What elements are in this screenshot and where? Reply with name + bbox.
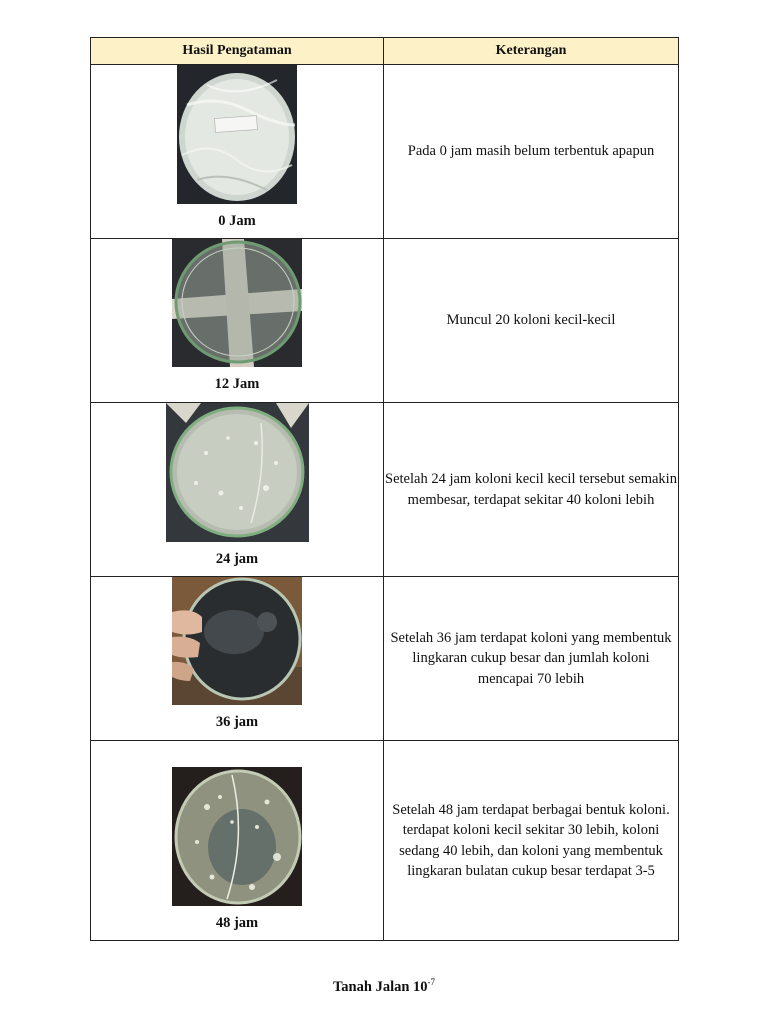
note-cell: Setelah 48 jam terdapat berbagai bentuk koloni. terdapat koloni kecil sekitar 30 lebih, koloni sedang 40 lebih, dan koloni yang membentuk lingkaran bulatan cukup besar terdapat 3-5 [384,741,679,941]
table-row [91,239,679,403]
petri-dish-in-hand-photo [172,577,302,705]
petri-dish-photo [172,239,302,367]
time-label: 36 jam [215,714,259,730]
photo-cell [91,239,384,403]
note-cell: Setelah 24 jam koloni kecil kecil tersebut semakin membesar, terdapat sekitar 40 koloni lebih [384,403,679,577]
photo-cell [91,577,384,741]
note-cell: Setelah 36 jam terdapat koloni yang membentuk lingkaran cukup besar dan jumlah koloni mencapai 70 lebih [384,577,679,741]
note-cell: Pada 0 jam masih belum terbentuk apapun [384,65,679,239]
table-row [91,741,679,941]
header-hasil-pengamatan: Hasil Pengataman [91,38,384,65]
time-label: 0 Jam [218,213,256,229]
petri-dish-photo [172,767,302,906]
time-label: 48 jam [215,915,259,931]
note-cell: Muncul 20 koloni kecil-kecil [384,239,679,403]
footer-label: Tanah Jalan 10 [332,979,428,995]
footer-caption [0,977,768,996]
table-row [91,403,679,577]
table-row [91,577,679,741]
photo-cell [91,741,384,941]
time-label: 24 jam [215,551,259,567]
petri-dish-sealed-photo [177,65,297,204]
observation-table [90,37,679,941]
table-row [91,65,679,239]
petri-dish-photo [166,403,309,542]
photo-cell [91,403,384,577]
time-label: 12 Jam [214,376,260,392]
table-header-row [91,38,679,65]
photo-cell [91,65,384,239]
footer-exponent: -7 [427,977,436,987]
header-keterangan: Keterangan [384,38,679,65]
